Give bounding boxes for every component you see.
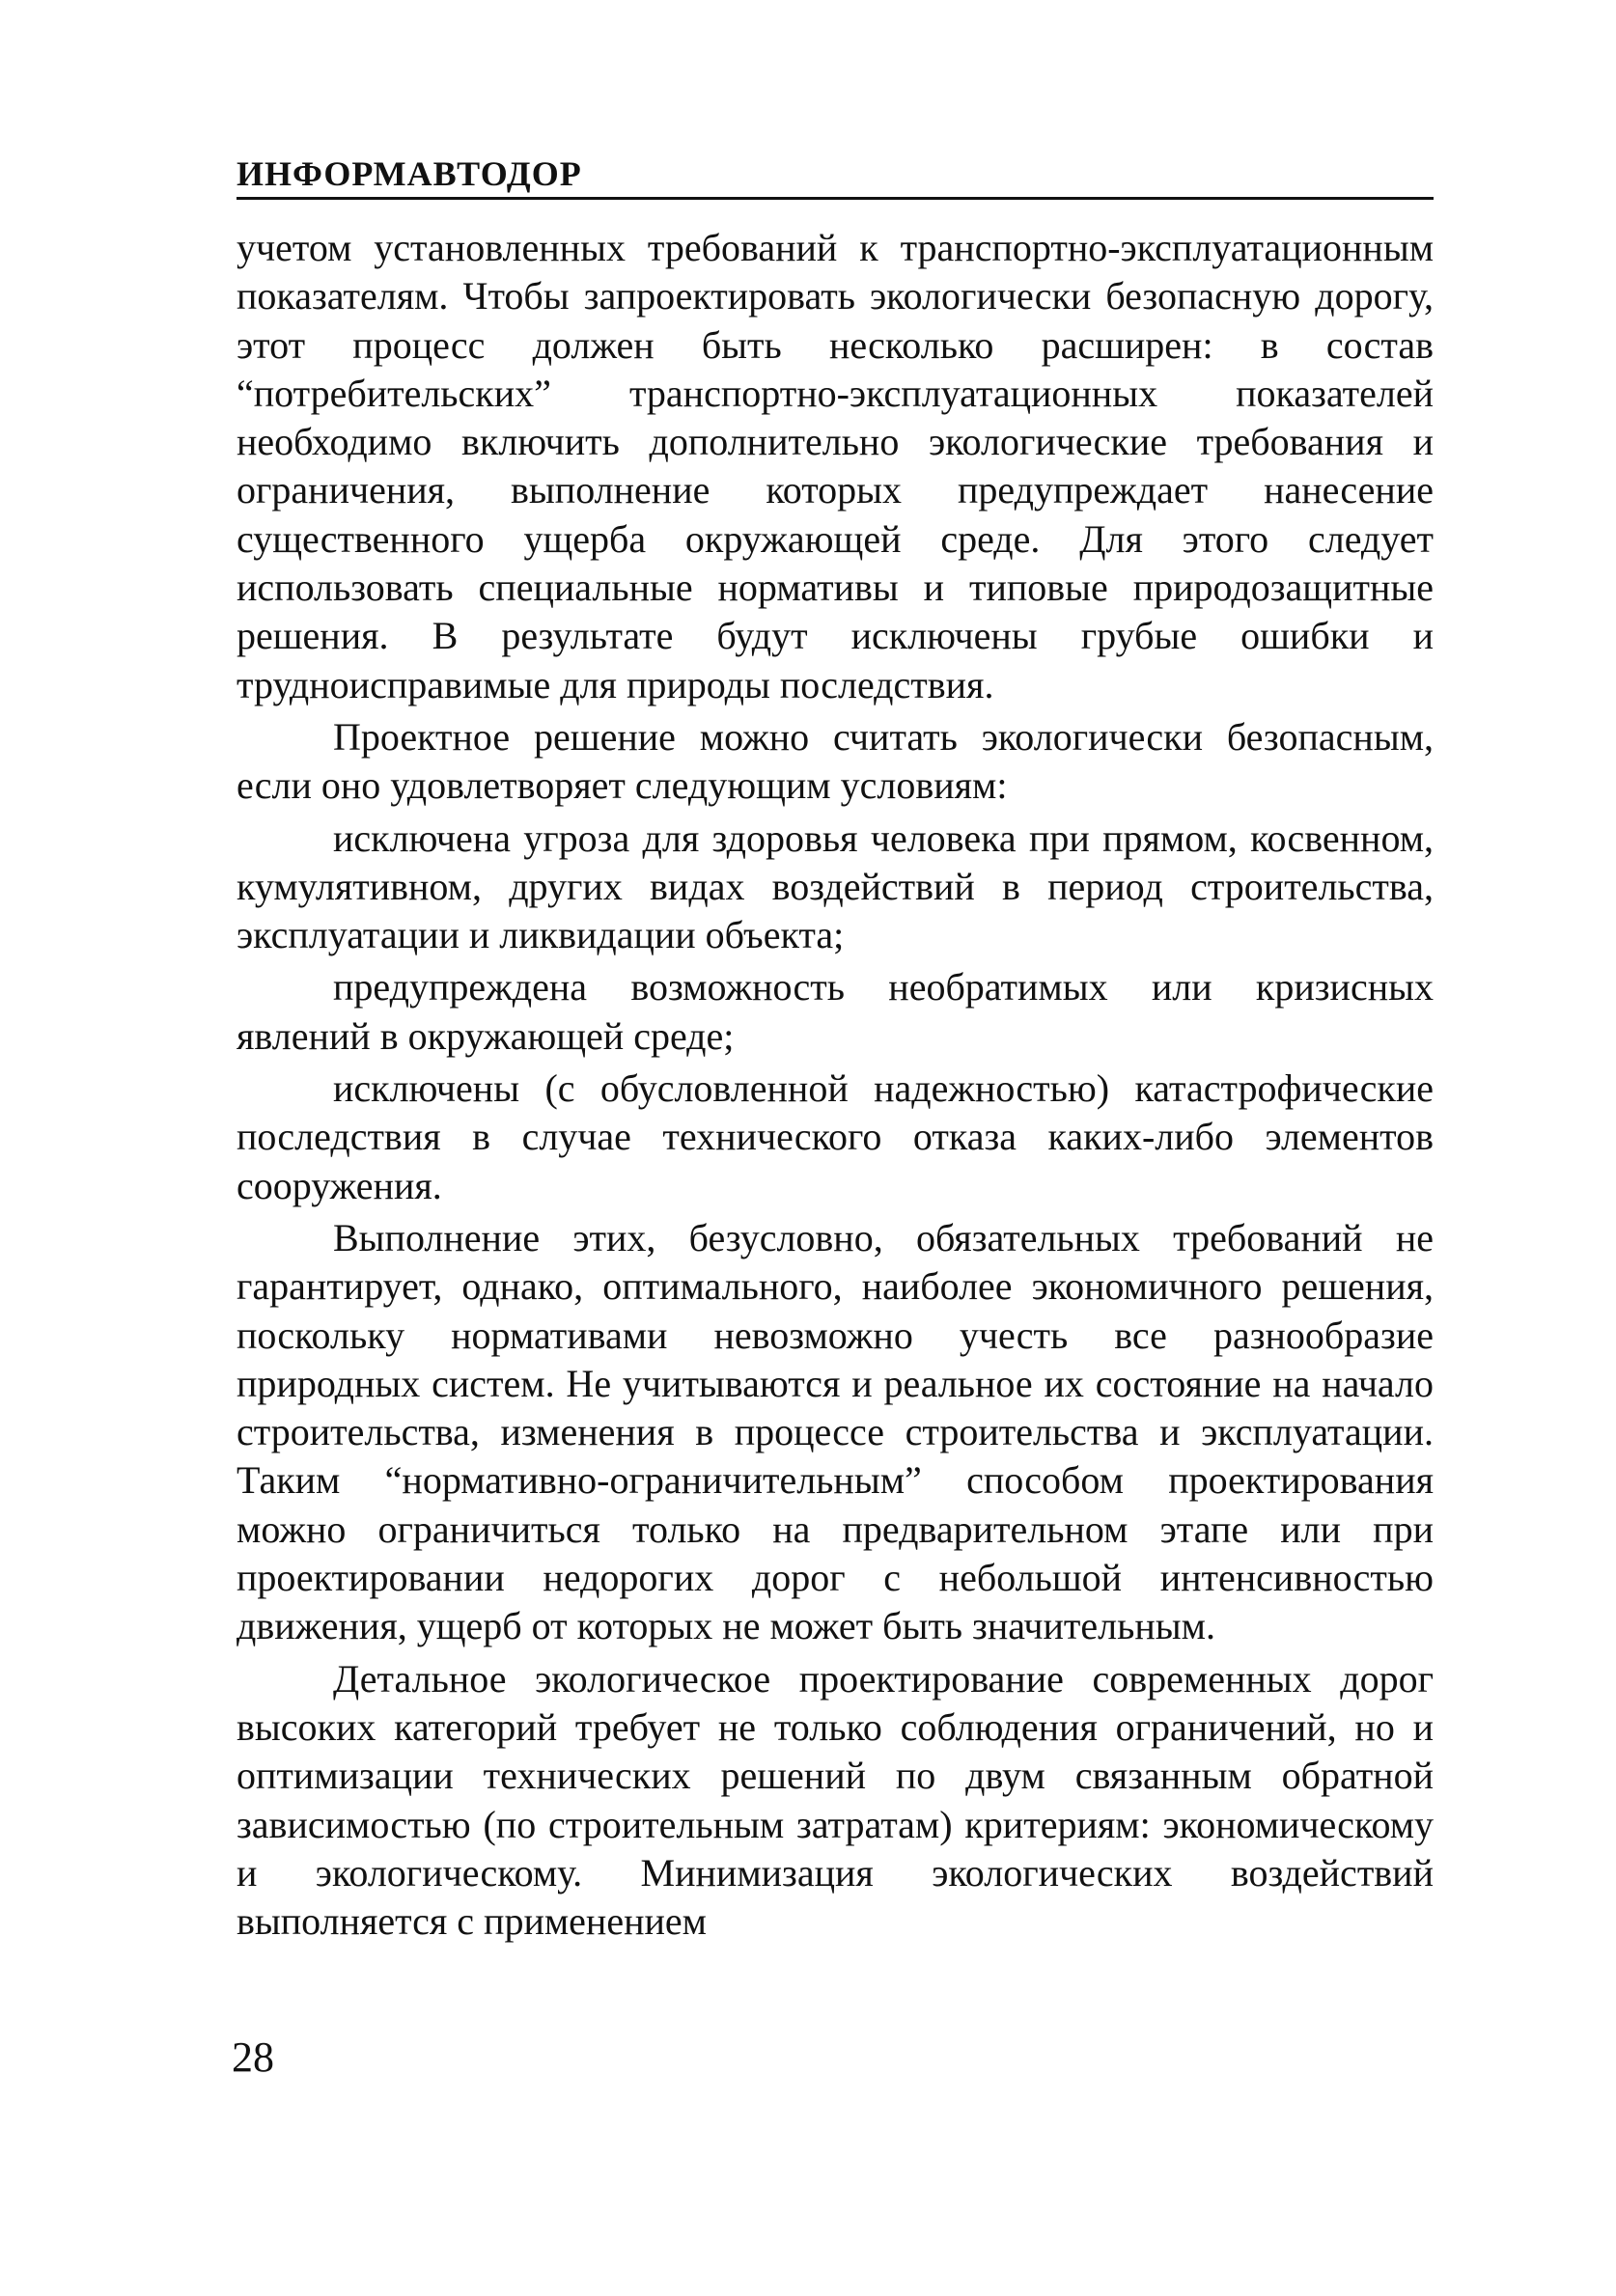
body-text: [237, 224, 1434, 1950]
paragraph: Детальное экологическое проектирование современных дорог высоких категорий требует не только соблюдения ограничений, но и оптимизации технических решений по двум связанным обратной зависимостью (по строительным затратам) критериям: экономическому и экологическому. Минимизация экологических воздействий выполняется с применением: [237, 1656, 1434, 1944]
paragraph: Проектное решение можно считать экологически безопасным, если оно удовлетворяет следующим условиям:: [237, 714, 1434, 808]
paragraph: учетом установленных требований к транспортно-эксплуатационным показателям. Чтобы запроектировать экологически безопасную дорогу, этот процесс должен быть несколько расширен: в состав “потребительских” транспортно-эксплуатационных показателей необходимо включить дополнительно экологические требования и ограничения, выполнение которых предупреждает нанесение существенного ущерба окружающей среде. Для этого следует использовать специальные нормативы и типовые природозащитные решения. В результате будут исключены грубые ошибки и трудноисправимые для природы последствия.: [237, 226, 1434, 706]
running-header-title: ИНФОРМАВТОДОР: [237, 154, 582, 193]
running-header: [237, 154, 1434, 200]
list-item: исключены (с обусловленной надежностью) катастрофические последствия в случае технического отказа каких-либо элементов сооружения.: [237, 1066, 1434, 1207]
list-item: предупреждена возможность необратимых или кризисных явлений в окружающей среде;: [237, 965, 1434, 1058]
paragraph: Выполнение этих, безусловно, обязательных требований не гарантирует, однако, оптимального, наиболее экономичного решения, поскольку нормативами невозможно учесть все разнообразие природных систем. Не учитываются и реальное их состояние на начало строительства, изменения в процессе строительства и эксплуатации. Таким “нормативно-ограничительным” способом проектирования можно ограничиться только на предварительном этапе или при проектировании недорогих дорог с небольшой интенсивностью движения, ущерб от которых не может быть значительным.: [237, 1215, 1434, 1648]
page-number: 28: [232, 2033, 274, 2081]
list-item: исключена угроза для здоровья человека при прямом, косвенном, кумулятивном, других видах воздействий в период строительства, эксплуатации и ликвидации объекта;: [237, 816, 1434, 957]
